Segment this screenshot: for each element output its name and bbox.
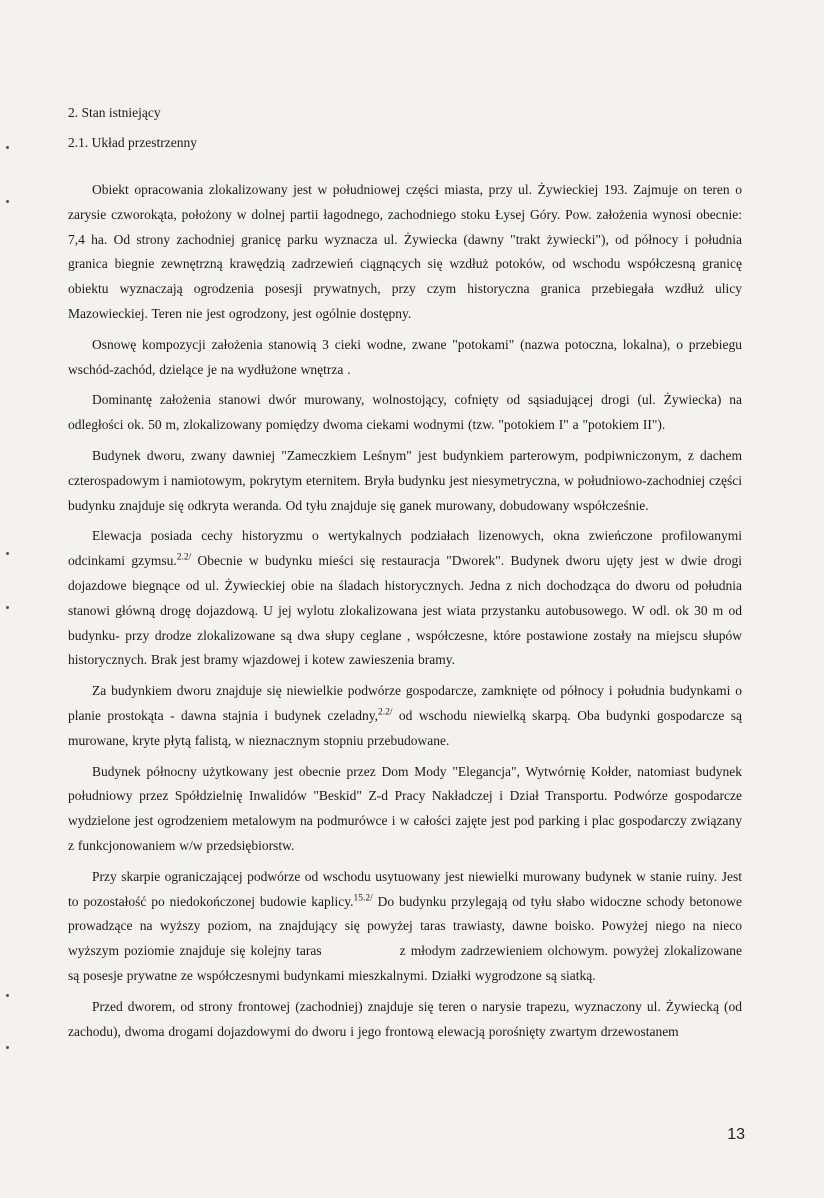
paragraph-elevation — [68, 524, 742, 673]
paragraph-front-area: Przed dworem, od strony frontowej (zachodniej) znajduje się teren o narysie trapezu, wyznaczony ul. Żywiecką (od zachodu), dwoma drogami dojazdowymi do dworu i jego frontową elewacją porośnięty zwartym drzewostanem — [68, 998, 742, 1039]
paragraph-farmyard-part-a: Za budynkiem dworu znajduje się niewielkie podwórze gospodarcze, zamknięte od północy i południa budynkami o planie prostokąta - dawna stajnia i budynek czeladny, — [68, 683, 742, 723]
paragraph-chapel-part-c: z młodym zadrzewieniem olchowym. powyżej zlokalizowane są posesje prywatne ze współczesnymi budynkami mieszkalnymi. Działki wygrodzone są siatką. — [68, 943, 742, 983]
paragraph-location: Obiekt opracowania zlokalizowany jest w południowej części miasta, przy ul. Żywieckiej 193. Zajmuje on teren o zarysie czworokąta, położony w dolnej partii łagodnego, zachodniego stoku Łysej Góry. Pow. założenia wynosi obecnie: 7,4 ha. Od strony zachodniej granicę parku wyznacza ul. Żywiecka (dawny "trakt żywiecki"), od północy i południa granica biegnie zewnętrzną krawędzią zadrzewień ciągnących się wzdłuż potoków, od wschodu współczesną granicę obiektu wyznaczają ogrodzenia posesji prywatnych, przy czym historyczna granica przebiegała wzdłuż ulicy Mazowieckiej. Teren nie jest ogrodzony, jest ogólnie dostępny. — [68, 182, 742, 321]
footnote-reference: 2.2/ — [377, 707, 393, 718]
paragraph-buildings-use: Budynek północny użytkowany jest obecnie przez Dom Mody "Elegancja", Wytwórnię Kołder, natomiast budynek południowy przez Spółdzielnię Inwalidów "Beskid" Z-d Pracy Nakładczej i Dział Transportu. Podwórze gospodarcze wydzielone jest ogrodzeniem metalowym na podmurówce i w całości zajęte jest pod parking i plac gospodarczy związany z funkcjonowaniem w/w przedsiębiorstw. — [68, 763, 742, 853]
margin-dot — [6, 994, 9, 997]
paragraph-elevation-part-b: Obecnie w budynku mieści się restauracja "Dworek". Budynek dworu ujęty jest w dwie drogi dojazdowe biegnące od ul. Żywieckiej obie na śladach historycznych. Jedna z nich dochodząca do dworu od południa stanowi główną drogę dojazdową. U jej wylotu zlokalizowana jest wiata przystanku autobusowego. W odl. ok 30 m od budynku- przy drodze zlokalizowane są dwa słupy ceglane , współczesne, które postawione zostały na miejscu słupów historycznych. Brak jest bramy wjazdowej i kotew zawieszenia bramy. — [68, 553, 742, 668]
paragraph-farmyard-part-b: od wschodu niewielką skarpą. Oba budynki gospodarcze są murowane, kryte płytą falistą, w nieznacznym stopniu przebudowane. — [68, 707, 742, 748]
section-heading: 2. Stan istniejący — [68, 105, 161, 120]
paragraph-chapel-part-a: Przy skarpie ograniczającej podwórze od wschodu usytuowany jest niewielki murowany budynek w stanie ruiny. Jest to pozostałość po niedokończonej budowie kaplicy. — [68, 868, 742, 909]
paragraph-elevation-part-a: Elewacja posiada cechy historyzmu o wertykalnych podziałach lizenowych, okna zwieńczone profilowanymi odcinkami gzymsu. — [68, 528, 742, 569]
paragraph-chapel-part-b: Do budynku przylegają od tyłu słabo widoczne schody betonowe prowadzące na wyższy poziom, na znajdujący się powyżej taras trawiasty, dawne boisko. Powyżej niego na nieco wyższym poziomie znajduje się kolejny taras — [68, 893, 742, 959]
margin-dot — [6, 1046, 9, 1049]
footnote-reference: 2.2/ — [176, 552, 192, 563]
margin-dot — [6, 552, 9, 555]
paragraph-composition: Osnowę kompozycji założenia stanowią 3 cieki wodne, zwane "potokami" (nazwa potoczna, lokalna), o przebiegu wschód-zachód, dzielące je na wydłużone wnętrza . — [68, 336, 742, 377]
paragraph-chapel-ruin — [68, 865, 742, 989]
footnote-reference: 15.2/ — [353, 893, 373, 904]
margin-dot — [6, 606, 9, 609]
page-number: 13 — [727, 1126, 745, 1143]
subsection-heading: 2.1. Układ przestrzenny — [68, 135, 197, 150]
paragraph-manor-building: Budynek dworu, zwany dawniej "Zameczkiem Leśnym" jest budynkiem parterowym, podpiwniczonym, z dachem czterospadowym i namiotowym, pokrytym eternitem. Bryła budynku jest niesymetryczna, w południowo-zachodniej części budynku znajduje się odkryta weranda. Od tyłu znajduje się ganek murowany, dobudowany współcześnie. — [68, 447, 742, 513]
body-text — [68, 178, 742, 1050]
margin-dot — [6, 200, 9, 203]
paragraph-dominant: Dominantę założenia stanowi dwór murowany, wolnostojący, cofnięty od sąsiadującej drogi (ul. Żywiecka) na odległości ok. 50 m, zlokalizowany pomiędzy dwoma ciekami wodnymi (tzw. "potokiem I" a "potokiem II"). — [68, 392, 742, 433]
margin-dot — [6, 146, 9, 149]
paragraph-farmyard — [68, 679, 742, 753]
